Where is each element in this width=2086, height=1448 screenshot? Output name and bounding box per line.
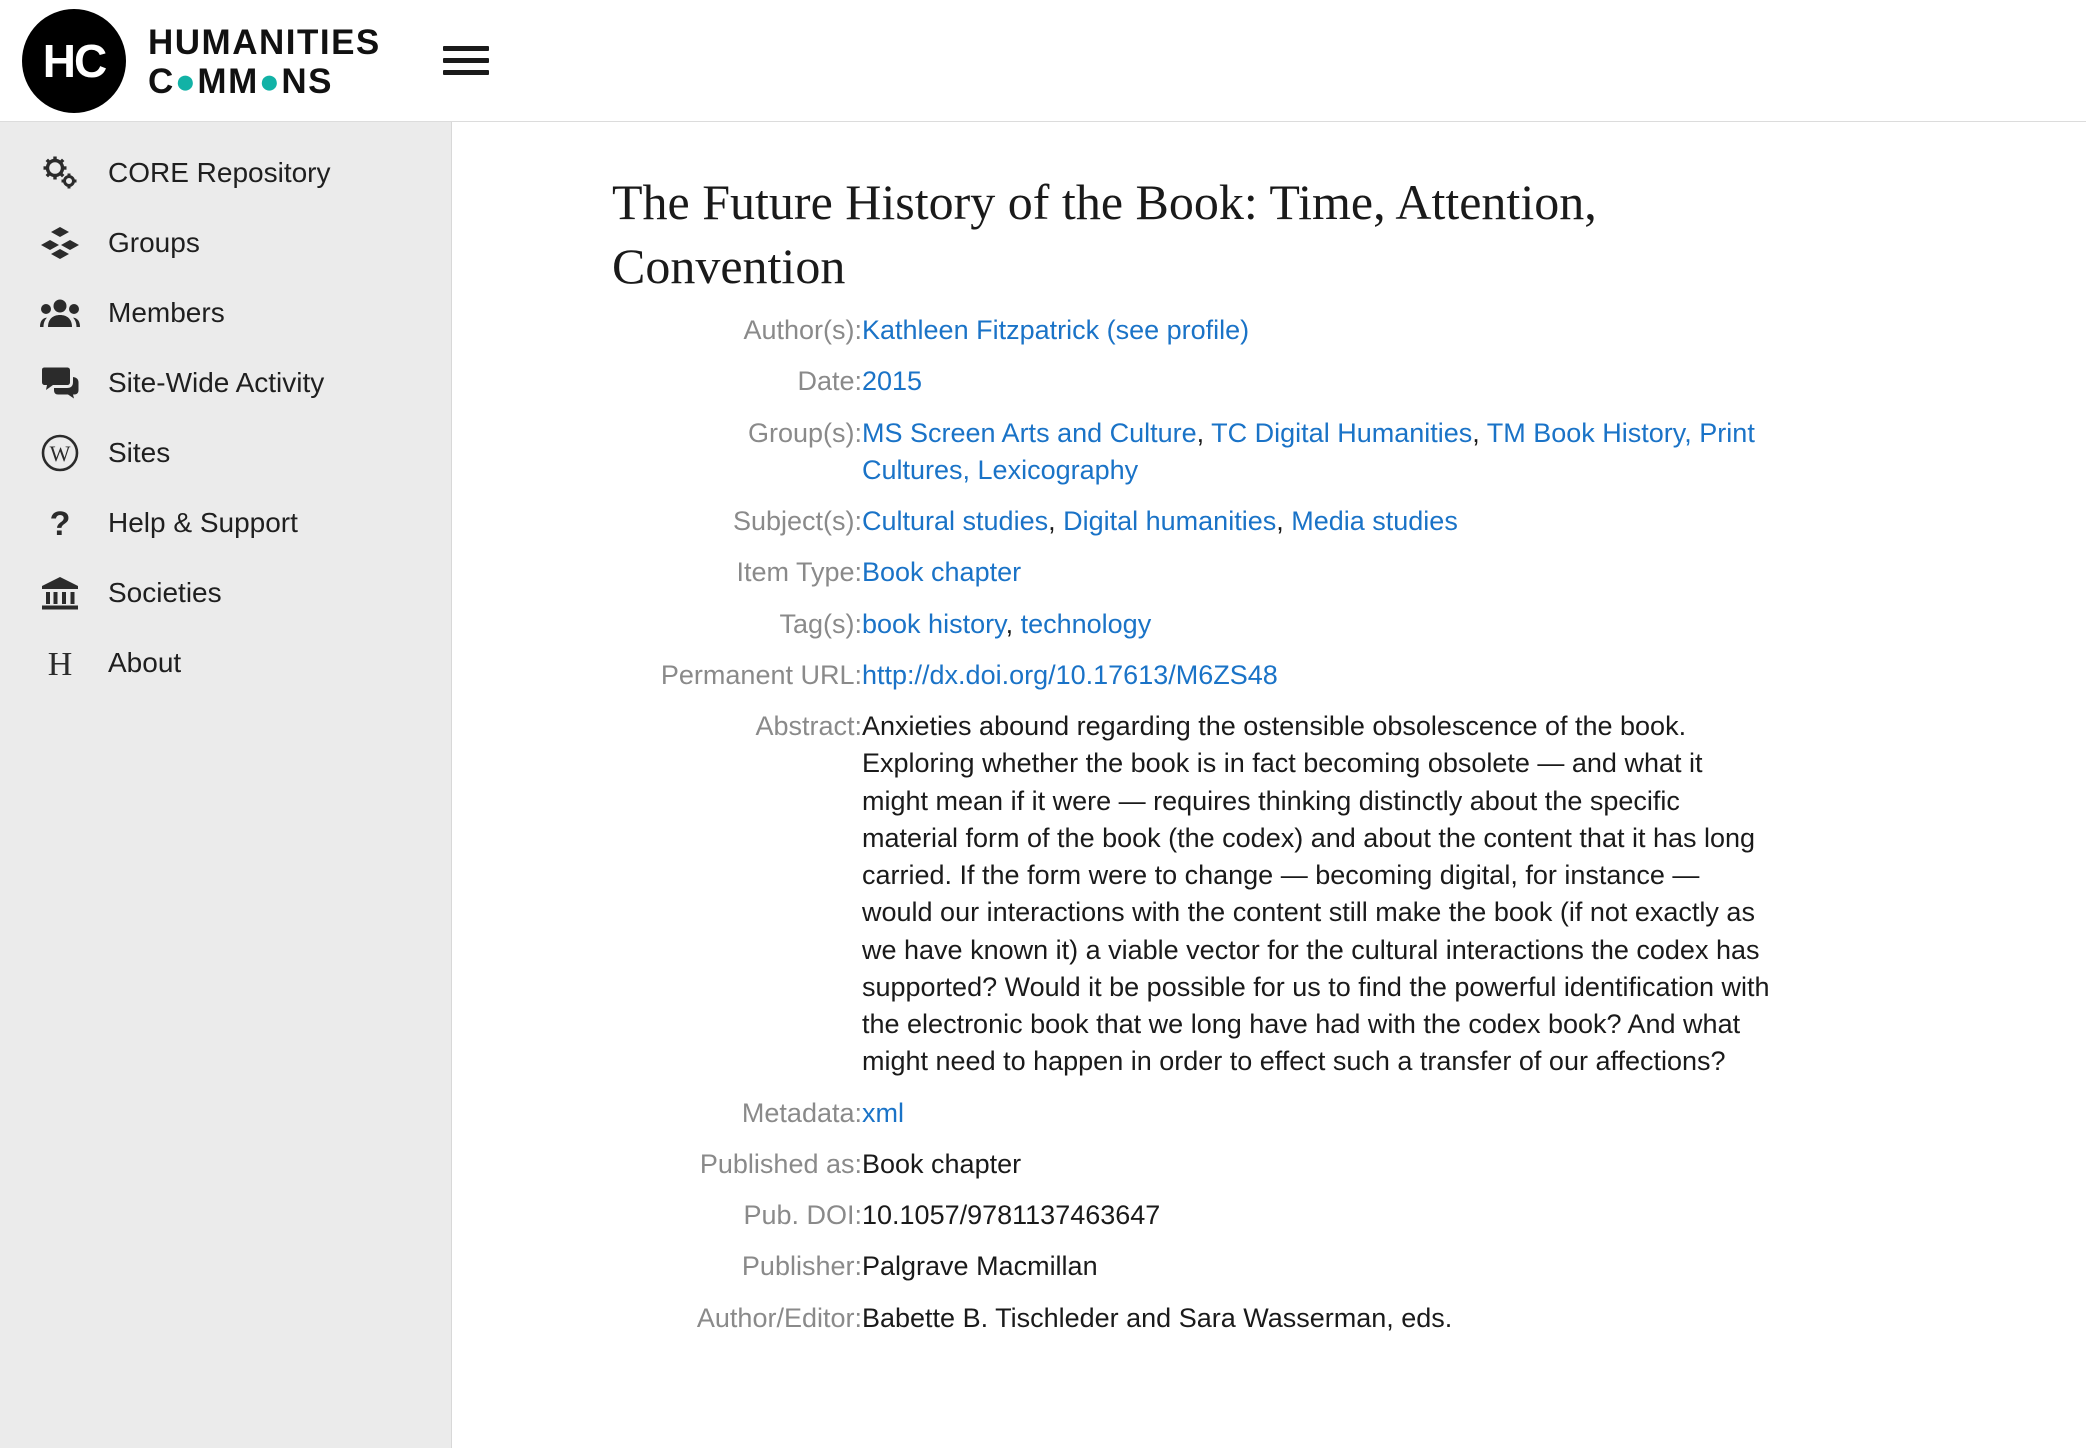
abstract-text: Anxieties abound regarding the ostensible obsolescence of the book. Exploring whether the book is in fact becoming obsolete — and what it might mean if it were — requires thinking distinctly about the specific material form of the book (the codex) and about the content that it has long carried. If the form were to change — becoming digital, for instance — would our interactions with the content still make the book (if not exactly as we have known it) a viable vector for the cultural interactions the codex has supported? Would it be possible for us to find the powerful identification with the electronic book that we long have had with the codex book? And what might need to happen in order to effect such a transfer of our affections? (862, 711, 1770, 1077)
svg-text:H: H (47, 646, 73, 681)
menu-bar-1 (443, 46, 489, 51)
metadata-row-permanent-url (612, 657, 1772, 708)
date-label: Date: (797, 366, 862, 397)
logo-line-humanities: HUMANITIES (148, 22, 381, 62)
logo-mark-icon: HC (22, 9, 126, 113)
metadata-row-groups (612, 415, 1772, 504)
author-editor-label: Author/Editor: (696, 1302, 862, 1333)
publisher-value: Palgrave Macmillan (862, 1251, 1098, 1282)
sidebar-item-label: Members (108, 297, 225, 328)
sidebar-item-label: About (108, 647, 182, 678)
item-type-value (862, 554, 1772, 605)
authors-label: Author(s): (743, 315, 862, 345)
separator: , (1048, 506, 1064, 536)
users-icon (38, 298, 82, 328)
item-type-link[interactable]: Book chapter (862, 557, 1022, 588)
metadata-value (862, 1095, 1772, 1146)
main-navigation-sidebar (0, 122, 452, 1448)
svg-text:W: W (49, 441, 71, 466)
permanent-url-label: Permanent URL: (660, 659, 862, 690)
permanent-url-value (862, 657, 1772, 708)
gears-icon (38, 156, 82, 190)
sidebar-item-societies[interactable] (0, 558, 451, 628)
sidebar-item-about[interactable] (0, 628, 451, 698)
sidebar-item-label: Help & Support (108, 507, 298, 538)
letter-h-icon (38, 645, 82, 681)
abstract-label: Abstract: (755, 711, 862, 741)
subject-link[interactable]: Digital humanities (1063, 506, 1277, 536)
sidebar-item-sites[interactable] (0, 418, 451, 488)
sidebar-item-help-and-support[interactable] (0, 488, 451, 558)
published-as-value: Book chapter (862, 1148, 1022, 1179)
sidebar-item-core-repository[interactable] (0, 138, 451, 208)
wordpress-icon (38, 434, 82, 472)
groups-label: Group(s): (747, 417, 862, 448)
tags-label: Tag(s): (779, 608, 862, 639)
question-mark-icon (38, 505, 82, 541)
group-link[interactable]: TM Book History, Print Cultures, Lexicography (862, 417, 1755, 485)
page-title: The Future History of the Book: Time, Attention, Convention (612, 174, 1597, 294)
work-detail-panel (452, 122, 2086, 1448)
metadata-row-item-type (612, 554, 1772, 605)
sidebar-item-groups[interactable] (0, 208, 451, 278)
date-value (862, 363, 1772, 414)
sidebar-item-members[interactable] (0, 278, 451, 348)
page-body (0, 122, 2086, 1448)
tags-value (862, 606, 1772, 657)
metadata-row-authors (612, 312, 1772, 363)
metadata-row-tags (612, 606, 1772, 657)
metadata-row-subjects (612, 503, 1772, 554)
tag-link[interactable]: book history (862, 608, 1006, 639)
metadata-label: Metadata: (741, 1097, 862, 1128)
sidebar-item-label: Sites (108, 437, 171, 468)
sidebar-item-label: CORE Repository (108, 157, 331, 188)
sidebar-item-label: Site-Wide Activity (108, 367, 325, 398)
separator: , (1276, 506, 1292, 536)
metadata-row-author-editor (612, 1300, 1772, 1351)
item-type-label: Item Type: (736, 557, 862, 588)
permanent-url-link[interactable]: http://dx.doi.org/10.17613/M6ZS48 (862, 659, 1278, 690)
pub-doi-label: Pub. DOI: (743, 1200, 862, 1230)
metadata-row-date (612, 363, 1772, 414)
group-link[interactable]: TC Digital Humanities (1211, 417, 1473, 448)
logo-wordmark (148, 23, 381, 99)
comments-icon (38, 367, 82, 399)
metadata-xml-link[interactable]: xml (862, 1097, 904, 1128)
metadata-row-pub-doi (612, 1197, 1772, 1248)
work-metadata-table (612, 312, 1772, 1351)
logo-commons-mm: MM (197, 61, 259, 101)
logo-commons-c: C (148, 61, 175, 101)
groups-value (862, 415, 1772, 504)
sidebar-item-site-wide-activity[interactable] (0, 348, 451, 418)
subject-link[interactable]: Media studies (1291, 506, 1458, 536)
tag-link[interactable]: technology (1020, 608, 1152, 639)
separator: , (1196, 417, 1212, 448)
metadata-row-abstract (612, 708, 1772, 1095)
metadata-row-metadata (612, 1095, 1772, 1146)
sidebar-item-label: Groups (108, 227, 200, 258)
subject-link[interactable]: Cultural studies (862, 506, 1049, 536)
menu-bar-2 (443, 58, 489, 63)
hamburger-menu-icon[interactable] (443, 38, 489, 84)
logo-commons-ns: NS (281, 61, 333, 101)
site-logo[interactable] (22, 9, 381, 113)
logo-line-commons (148, 61, 381, 101)
metadata-row-publisher (612, 1248, 1772, 1299)
svg-text:?: ? (49, 505, 71, 541)
separator: , (1472, 417, 1487, 448)
metadata-row-published-as (612, 1146, 1772, 1197)
sidebar-item-label: Societies (108, 577, 222, 608)
subjects-label: Subject(s): (732, 506, 862, 536)
logo-commons-o1-icon: ● (174, 61, 198, 101)
cubes-icon (38, 226, 82, 260)
authors-value (862, 312, 1772, 363)
pub-doi-value: 10.1057/9781137463647 (862, 1200, 1161, 1230)
menu-bar-3 (443, 70, 489, 75)
subjects-value (862, 503, 1772, 554)
author-editor-value: Babette B. Tischleder and Sara Wasserman, eds. (862, 1302, 1453, 1333)
separator: , (1005, 608, 1021, 639)
publisher-label: Publisher: (741, 1251, 862, 1282)
group-link[interactable]: MS Screen Arts and Culture (862, 417, 1197, 448)
logo-commons-o2-icon: ● (258, 61, 282, 101)
date-link[interactable]: 2015 (862, 366, 923, 397)
author-link[interactable]: Kathleen Fitzpatrick (see profile) (862, 315, 1250, 345)
bank-icon (38, 576, 82, 610)
site-header (0, 0, 2086, 122)
published-as-label: Published as: (699, 1148, 862, 1179)
